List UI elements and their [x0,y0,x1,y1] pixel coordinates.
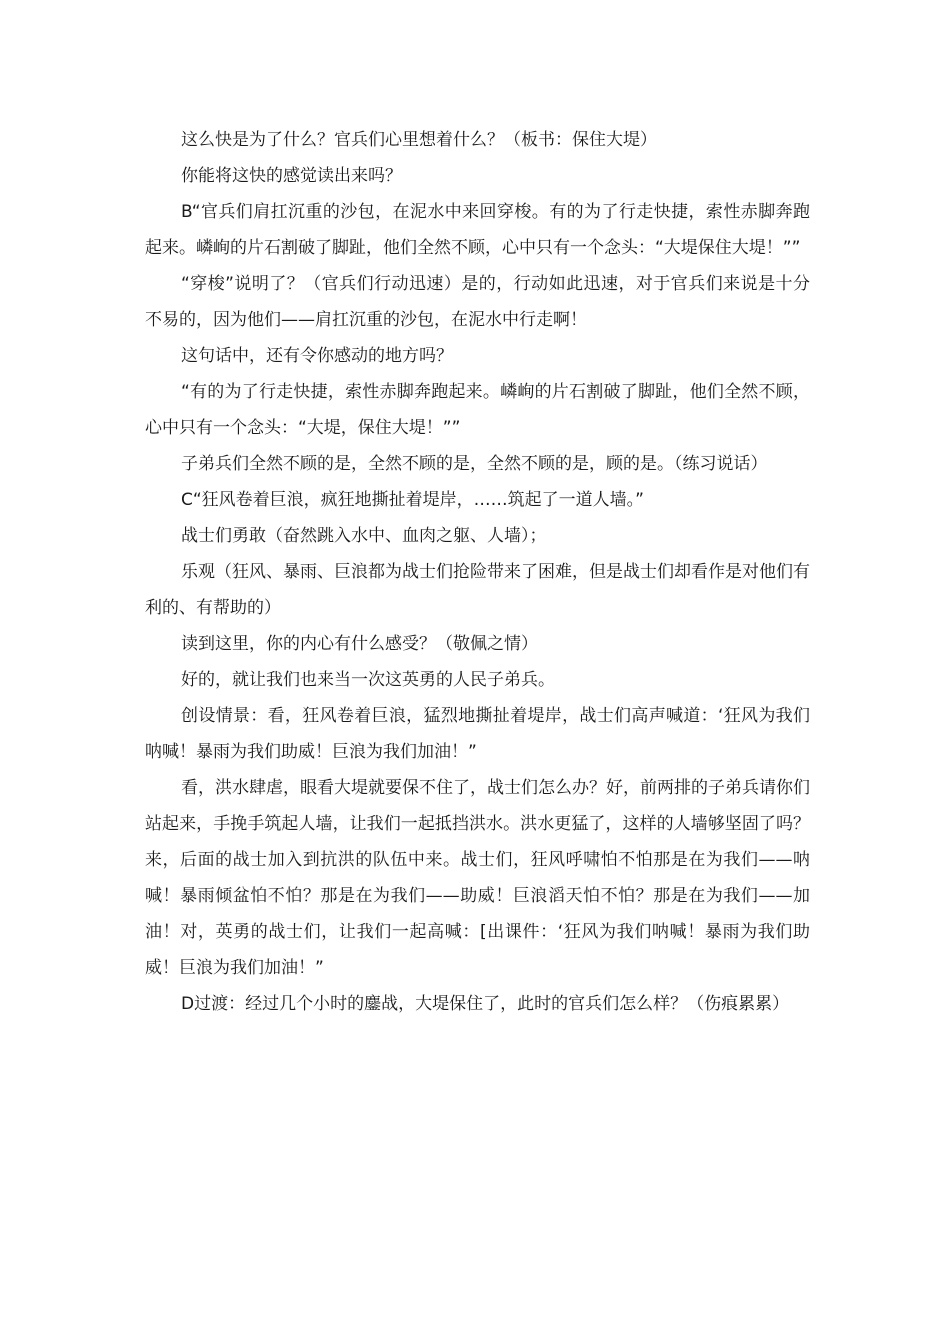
paragraph-1: 这么快是为了什么？官兵们心里想着什么？（板书：保住大堤） [181,130,657,150]
paragraph-13: 创设情景：看，狂风卷着巨浪，猛烈地撕扯着堤岸，战士们高声喊道：‘狂风为我们呐喊！暴雨为我们助威！巨浪为我们加油！” [145,706,810,762]
paragraph-8: C“狂风卷着巨浪，疯狂地撕扯着堤岸，……筑起了一道人墙。” [181,490,644,510]
paragraph-7: 子弟兵们全然不顾的是，全然不顾的是，全然不顾的是，顾的是。（练习说话） [181,454,768,474]
paragraph-6: “有的为了行走快捷，索性赤脚奔跑起来。嶙峋的片石割破了脚趾，他们全然不顾，心中只有一个念头：“大堤，保住大堤！”” [145,382,810,438]
paragraph-15: D过渡：经过几个小时的鏖战，大堤保住了，此时的官兵们怎么样？（伤痕累累） [181,994,790,1014]
paragraph-12: 好的，就让我们也来当一次这英勇的人民子弟兵。 [181,670,555,690]
paragraph-11: 读到这里，你的内心有什么感受？（敬佩之情） [181,634,538,654]
paragraph-2: 你能将这快的感觉读出来吗？ [181,166,402,186]
document-body [145,122,810,1022]
paragraph-10: 乐观（狂风、暴雨、巨浪都为战士们抢险带来了困难，但是战士们却看作是对他们有利的、有帮助的） [145,562,810,618]
paragraph-9: 战士们勇敢（奋然跳入水中、血肉之躯、人墙）； [181,526,547,546]
paragraph-4: “穿梭”说明了？（官兵们行动迅速）是的，行动如此迅速，对于官兵们来说是十分不易的，因为他们——肩扛沉重的沙包，在泥水中行走啊！ [145,274,810,330]
paragraph-5: 这句话中，还有令你感动的地方吗？ [181,346,453,366]
paragraph-14: 看，洪水肆虐，眼看大堤就要保不住了，战士们怎么办？好，前两排的子弟兵请你们站起来，手挽手筑起人墙，让我们一起抵挡洪水。洪水更猛了，这样的人墙够坚固了吗？来，后面的战士加入到抗洪的队伍中来。战士们，狂风呼啸怕不怕那是在为我们——呐喊！暴雨倾盆怕不怕？那是在为我们——助威！巨浪滔天怕不怕？那是在为我们——加油！对，英勇的战士们，让我们一起高喊：[出课件：‘狂风为我们呐喊！暴雨为我们助威！巨浪为我们加油！” [145,778,810,978]
paragraph-3: B“官兵们肩扛沉重的沙包，在泥水中来回穿梭。有的为了行走快捷，索性赤脚奔跑起来。嶙峋的片石割破了脚趾，他们全然不顾，心中只有一个念头：“大堤保住大堤！”” [145,202,810,258]
